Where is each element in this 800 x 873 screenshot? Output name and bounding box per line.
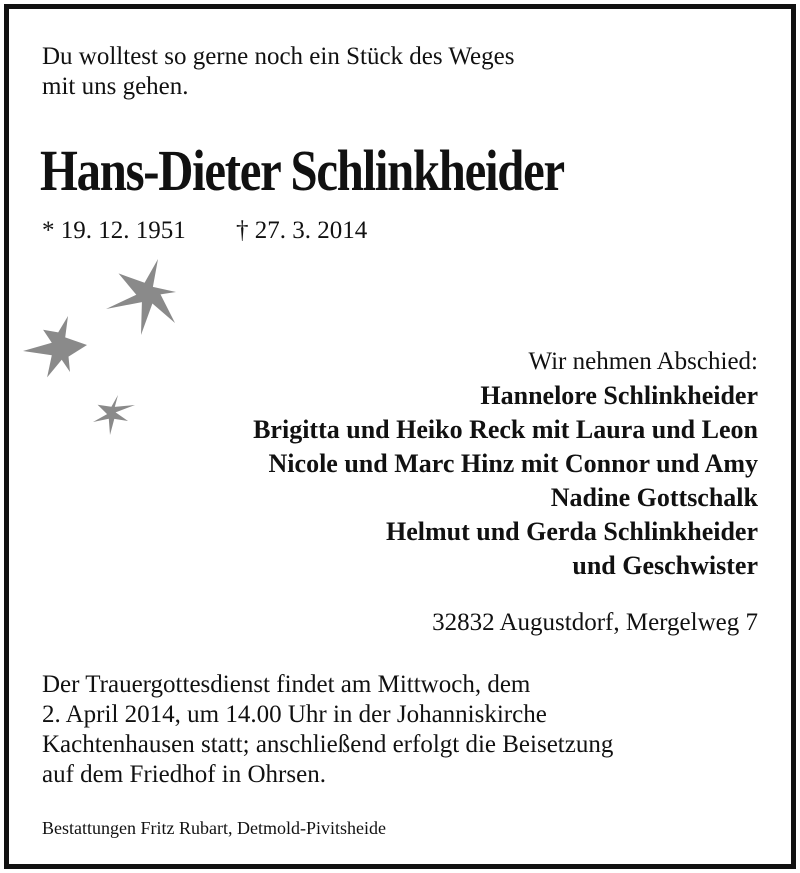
mourners-list (253, 345, 758, 583)
intro-quote (42, 42, 514, 102)
birth-date: * 19. 12. 1951 (42, 217, 186, 244)
service-line: 2. April 2014, um 14.00 Uhr in der Johanniskirche (42, 701, 547, 728)
mourner-name: und Geschwister (572, 551, 758, 580)
service-line: Kachtenhausen statt; anschließend erfolgt die Beisetzung (42, 731, 614, 758)
undertaker-credit: Bestattungen Fritz Rubart, Detmold-Pivitsheide (42, 818, 386, 838)
mourner-name: Helmut und Gerda Schlinkheider (386, 517, 758, 546)
farewell-heading: Wir nehmen Abschied: (528, 348, 758, 375)
mourner-name: Nicole und Marc Hinz mit Connor und Amy (268, 449, 758, 478)
service-line: Der Trauergottesdienst findet am Mittwoch, dem (42, 671, 531, 698)
star-icon (106, 259, 176, 335)
service-line: auf dem Friedhof in Ohrsen. (42, 761, 326, 788)
mourner-name: Nadine Gottschalk (550, 483, 758, 512)
mourner-name: Brigitta und Heiko Reck mit Laura und Leon (253, 415, 758, 444)
family-address: 32832 Augustdorf, Mergelweg 7 (432, 609, 758, 636)
intro-line: mit uns gehen. (42, 73, 189, 100)
life-dates (42, 216, 367, 246)
intro-line: Du wolltest so gerne noch ein Stück des Weges (42, 43, 515, 70)
stars-decoration (18, 252, 188, 442)
star-icon (93, 395, 135, 435)
mourner-name: Hannelore Schlinkheider (480, 381, 758, 410)
deceased-name: Hans-Dieter Schlinkheider (40, 138, 564, 203)
star-icon (23, 316, 87, 377)
funeral-service-notice (42, 670, 613, 790)
death-date: † 27. 3. 2014 (236, 217, 368, 244)
